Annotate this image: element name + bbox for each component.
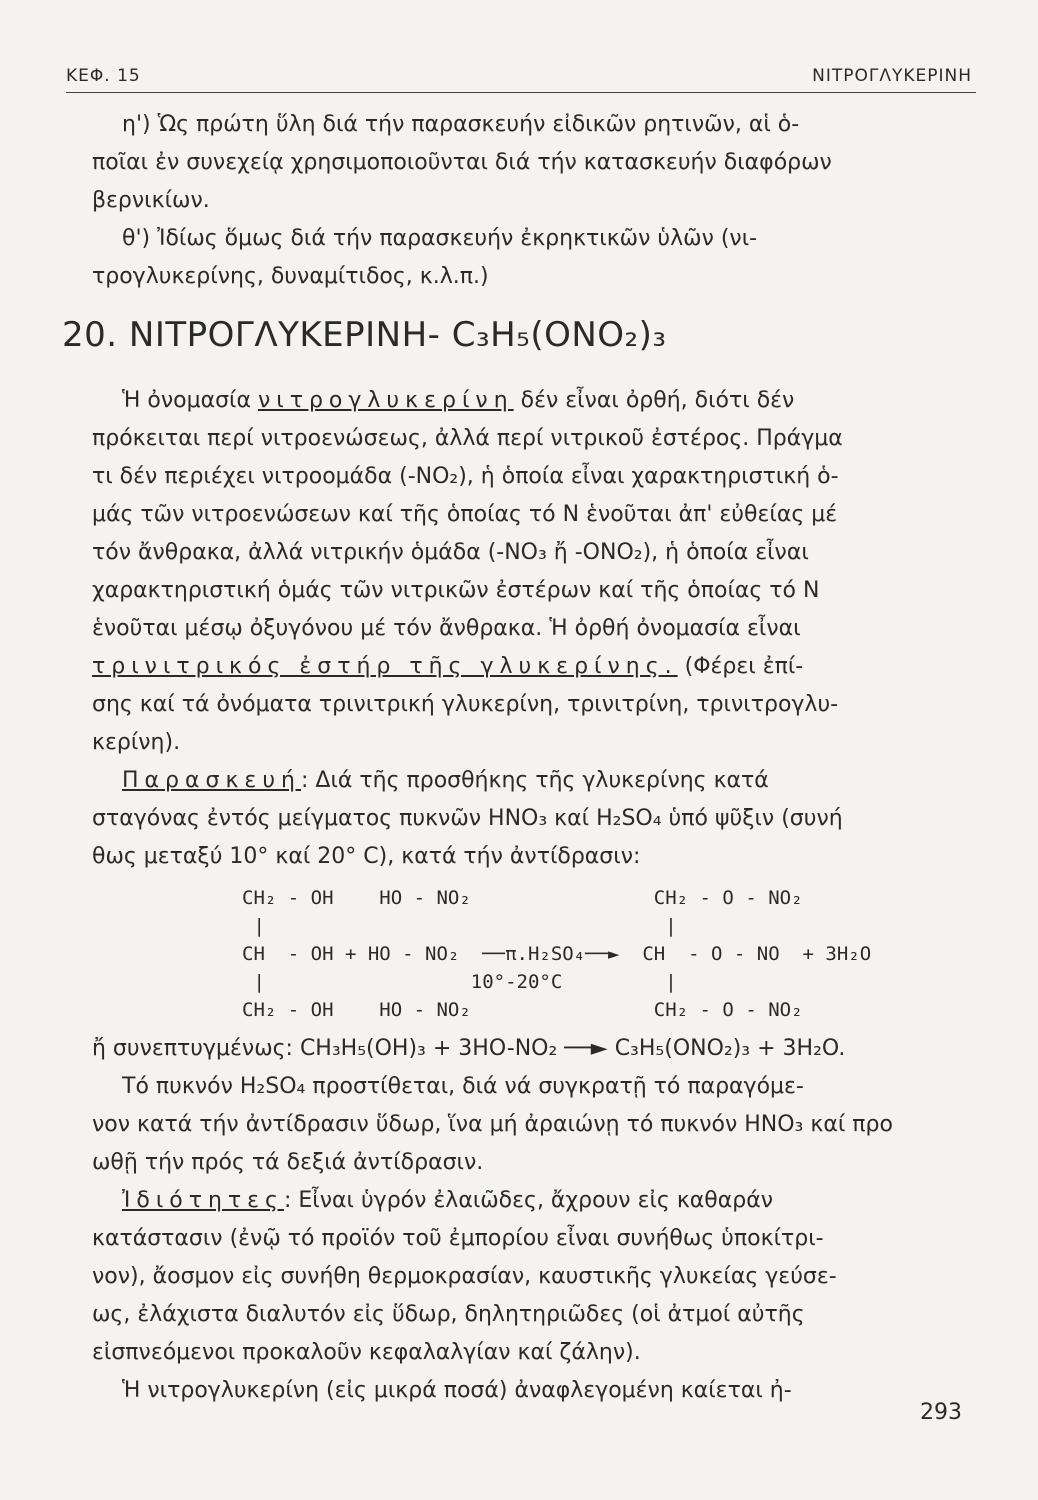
paragraph-line: ωθῇ τήν πρός τά δεξιά ἀντίδρασιν. [92,1150,484,1175]
paragraph-line: χαρακτηριστική ὁμάς τῶν νιτρικῶν ἐστέρων καί τῆς ὁποίας τό N [92,578,820,603]
intro-line: θ') Ἰδίως ὅμως διά τήν παρασκευήν ἐκρηκτικῶν ὑλῶν (νι- [122,226,758,251]
paragraph-properties [92,1182,992,1372]
paragraph-line [92,1182,992,1220]
reaction-row: CH - OH + HO - NO₂ ──π.H₂SO₄──► CH - O - NO + 3H₂O [242,943,872,965]
term-preparation: Παρασκευή [122,768,301,793]
paragraph-line: ἤ συνεπτυγμένως: CH₃H₅(OH)₃ + 3HO-NO₂ ──► C₃H₅(ONO₂)₃ + 3H₂O. [92,1036,846,1061]
paragraph-line: τι δέν περιέχει νιτροομάδα (-NO₂), ἡ ὁποία εἶναι χαρακτηριστική ὁ- [92,464,839,489]
section-heading [62,308,992,362]
term-nitroglycerin: νιτρογλυκερίνη [257,388,514,413]
reaction-row: CH₂ - OH HO - NO₂ CH₂ - O - NO₂ [242,887,803,909]
paragraph-line: νον κατά τήν ἀντίδρασιν ὕδωρ, ἵνα μή ἀραιώνῃ τό πυκνόν HNO₃ καί προ [92,1112,893,1137]
chapter-label: ΚΕΦ. 15 [66,66,141,86]
reaction-row: | | [242,915,677,937]
term-trinitrate: τρινιτρικός ἐστήρ τῆς γλυκερίνης. [92,654,678,679]
paragraph-naming [92,382,992,762]
paragraph-line [92,648,992,686]
paragraph-line: νον), ἄοσμον εἰς συνήθη θερμοκρασίαν, καυστικῆς γλυκείας γεύσε- [92,1264,837,1289]
text-run: : Διά τῆς προσθήκης τῆς γλυκερίνης κατά [301,768,769,793]
reaction-scheme [242,884,992,1024]
paragraph-line [92,382,992,420]
paragraph-line: πρόκειται περί νιτροενώσεως, ἀλλά περί νιτρικοῦ ἐστέρος. Πράγμα [92,426,843,451]
paragraph-line: σης καί τά ὀνόματα τρινιτρική γλυκερίνη, τρινιτρίνη, τρινιτρογλυ- [92,692,839,717]
reaction-row: | 10°-20°C | [242,971,677,993]
text-run: δέν εἶναι ὀρθή, διότι δέν [513,388,795,413]
paragraph-line: τόν ἄνθρακα, ἀλλά νιτρικήν ὁμάδα (-NO₃ ἤ -ONO₂), ἡ ὁποία εἶναι [92,540,809,565]
paragraph-line: μάς τῶν νιτροενώσεων καί τῆς ὁποίας τό N ἑνοῦται ἀπ' εὐθείας μέ [92,502,838,527]
paragraph-line: Τό πυκνόν H₂SO₄ προστίθεται, διά νά συγκρατῇ τό παραγόμε- [122,1074,804,1099]
paragraph-sulfuric-acid [92,1068,992,1182]
intro-line: η') Ὡς πρώτη ὕλη διά τήν παρασκευήν εἰδικῶν ρητινῶν, αἱ ὁ- [122,112,800,137]
term-properties: Ἰδιότητες [122,1188,284,1213]
header-rule [66,92,976,93]
paragraph-line: ως, ἐλάχιστα διαλυτόν εἰς ὕδωρ, δηλητηριῶδες (οἱ ἀτμοί αὐτῆς [92,1302,805,1327]
running-title: ΝΙΤΡΟΓΛΥΚΕΡΙΝΗ [812,66,972,86]
section-number: 20. [62,315,118,355]
paragraph-line: κατάστασιν (ἐνῷ τό προϊόν τοῦ ἐμπορίου εἶναι συνήθως ὑποκίτρι- [92,1226,824,1251]
paragraph-line: Ἡ νιτρογλυκερίνη (εἰς μικρά ποσά) ἀναφλεγομένη καίεται ἠ- [122,1378,792,1403]
paragraph-line: κερίνη). [92,730,181,755]
paragraph-line: σταγόνας ἐντός μείγματος πυκνῶν HNO₃ καί H₂SO₄ ὑπό ψῦξιν (συνή [92,806,843,831]
text-run: Ἡ ὀνομασία [122,388,258,413]
section-formula: C₃H₅(ONO₂)₃ [451,315,667,355]
paragraph-preparation [92,762,992,876]
paragraph-line: ἑνοῦται μέσῳ ὀξυγόνου μέ τόν ἄνθρακα. Ἡ ὀρθή ὀνομασία εἶναι [92,616,801,641]
page-body [62,106,992,1410]
intro-line: ποῖαι ἐν συνεχείᾳ χρησιμοποιοῦνται διά τήν κατασκευήν διαφόρων [92,150,832,175]
paragraph-line: εἰσπνεόμενοι προκαλοῦν κεφαλαλγίαν καί ζάλην). [92,1340,641,1365]
reaction-summary [92,1030,992,1068]
reaction-row: CH₂ - OH HO - NO₂ CH₂ - O - NO₂ [242,999,803,1021]
page-number: 293 [920,1400,962,1425]
text-run: : Εἶναι ὑγρόν ἐλαιῶδες, ἄχρουν εἰς καθαράν [283,1188,774,1213]
intro-list [92,106,992,296]
intro-line: τρογλυκερίνης, δυναμίτιδος, κ.λ.π.) [92,264,489,289]
paragraph-combustion [92,1372,992,1410]
intro-line: βερνικίων. [92,188,210,213]
running-header [66,66,972,92]
text-run: (Φέρει ἐπί- [677,654,804,679]
paragraph-line: θως μεταξύ 10° καί 20° C), κατά τήν ἀντίδρασιν: [92,844,641,869]
paragraph-line [92,762,992,800]
section-title: ΝΙΤΡΟΓΛΥΚΕΡΙΝΗ- [128,315,441,355]
